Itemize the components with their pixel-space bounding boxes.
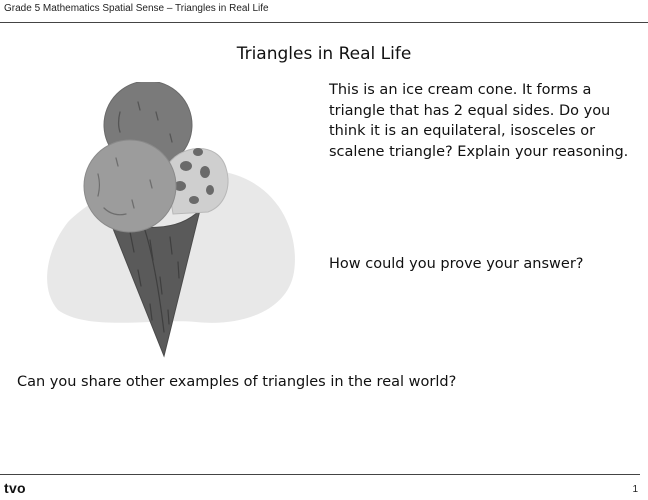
page-title: Triangles in Real Life <box>236 44 412 64</box>
footer-divider <box>0 474 640 475</box>
question-real-world-examples: Can you share other examples of triangles in the real world? <box>17 374 457 390</box>
question-isosceles: This is an ice cream cone. It forms a triangle that has 2 equal sides. Do you think it is an equilateral, isosceles or scalene triangle? Explain your reasoning. <box>329 82 629 160</box>
page-number: 1 <box>632 484 638 495</box>
header-title: Grade 5 Mathematics Spatial Sense – Triangles in Real Life <box>4 3 269 14</box>
ice-cream-cone-icon <box>38 82 308 364</box>
ice-cream-cone-illustration <box>38 82 308 364</box>
tvo-logo: tvo <box>4 480 26 496</box>
header-bar <box>0 0 648 23</box>
question-prove: How could you prove your answer? <box>329 256 584 272</box>
scoop-left <box>84 140 176 232</box>
